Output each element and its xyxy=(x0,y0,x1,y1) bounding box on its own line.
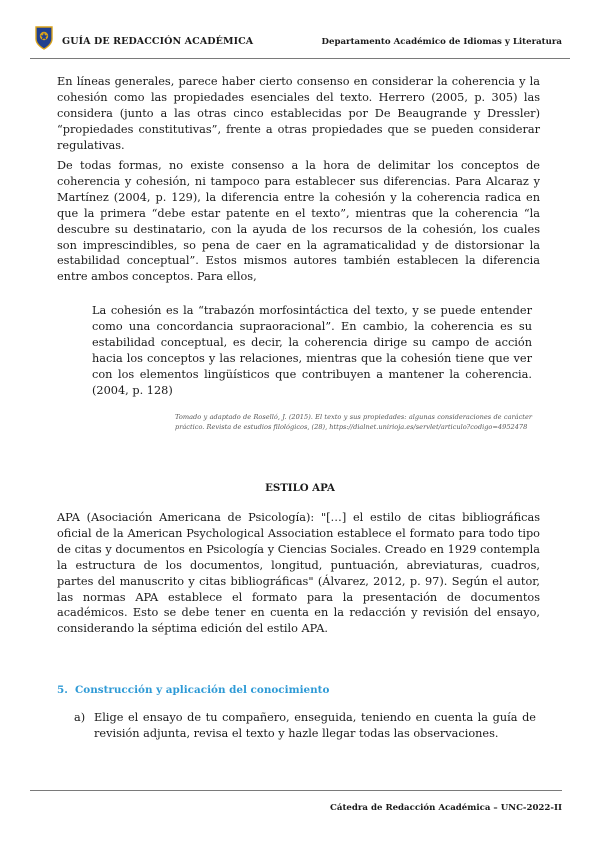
list-item-text: Elige el ensayo de tu compañero, enseguida, teniendo en cuenta la guía de revisión adjunta, revisa el texto y hazle llegar todas las observaciones. xyxy=(94,711,536,740)
header-title: GUÍA DE REDACCIÓN ACADÉMICA xyxy=(62,36,254,47)
list-item-marker: a) xyxy=(74,711,86,724)
university-crest-icon xyxy=(34,26,54,50)
block-quote: La cohesión es la “trabazón morfosintáctica del texto, y se puede entender como una concordancia supraoracional”. En cambio, la coherencia es su estabilidad conceptual, es decir, la coherencia dirige su campo de acción hacia los conceptos y las relaciones, mientras que la cohesión tiene que ver con los elementos lingüísticos que contribuyen a mantener la coherencia. (2004, p. 128) xyxy=(92,304,532,397)
quote-source-citation: Tomado y adaptado de Roselló, J. (2015). El texto y sus propiedades: algunas consideraciones de carácter práctico. Revista de estudios filológicos, (28), https://dialnet.unirioja.es/servlet/articulo?codigo=4952478 xyxy=(175,413,532,431)
header-department: Departamento Académico de Idiomas y Literatura xyxy=(321,37,562,47)
page-footer xyxy=(30,790,562,825)
list-item xyxy=(74,710,536,742)
footer-text: Cátedra de Redacción Académica – UNC-2022-II xyxy=(330,803,562,813)
page-header xyxy=(30,26,570,59)
section-heading-knowledge xyxy=(57,684,329,696)
section-title-apa: ESTILO APA xyxy=(265,482,335,494)
paragraph-coherence-consensus: En líneas generales, parece haber cierto consenso en considerar la coherencia y la cohesión como las propiedades esenciales del texto. Herrero (2005, p. 305) las considera (junto a las otras cinco establecidas por De Beaugrande y Dressler) “propiedades constitutivas”, frente a otras propiedades que se pueden considerar regulativas. xyxy=(57,75,540,152)
section-number: 5. xyxy=(57,684,68,696)
paragraph-concepts-differences: De todas formas, no existe consenso a la hora de delimitar los conceptos de coherencia y cohesión, ni tampoco para establecer sus diferencias. Para Alcaraz y Martínez (2004, p. 129), la diferencia entre la cohesión y la coherencia radica en que la primera “debe estar patente en el texto”, mientras que la coherencia “la descubre su destinatario, con la ayuda de los recursos de la cohesión, los cuales son imprescindibles, so pena de caer en la agramaticalidad y de distorsionar la estabilidad conceptual”. Estos mismos autores también establecen la diferencia entre ambos conceptos. Para ellos, xyxy=(57,159,540,284)
section-heading-text: Construcción y aplicación del conocimiento xyxy=(75,684,330,696)
paragraph-apa-style: APA (Asociación Americana de Psicología): "[…] el estilo de citas bibliográficas oficial de la American Psychological Association establece el formato para todo tipo de citas y documentos en Psicología y Ciencias Sociales. Creado en 1929 contempla la estructura de los documentos, longitud, puntuación, abreviaturas, cuadros, partes del manuscrito y citas bibliográficas" (Álvarez, 2012, p. 97). Según el autor, las normas APA establece el formato para la presentación de documentos académicos. Esto se debe tener en cuenta en la redacción y revisión del ensayo, considerando la séptima edición del estilo APA. xyxy=(57,511,540,636)
